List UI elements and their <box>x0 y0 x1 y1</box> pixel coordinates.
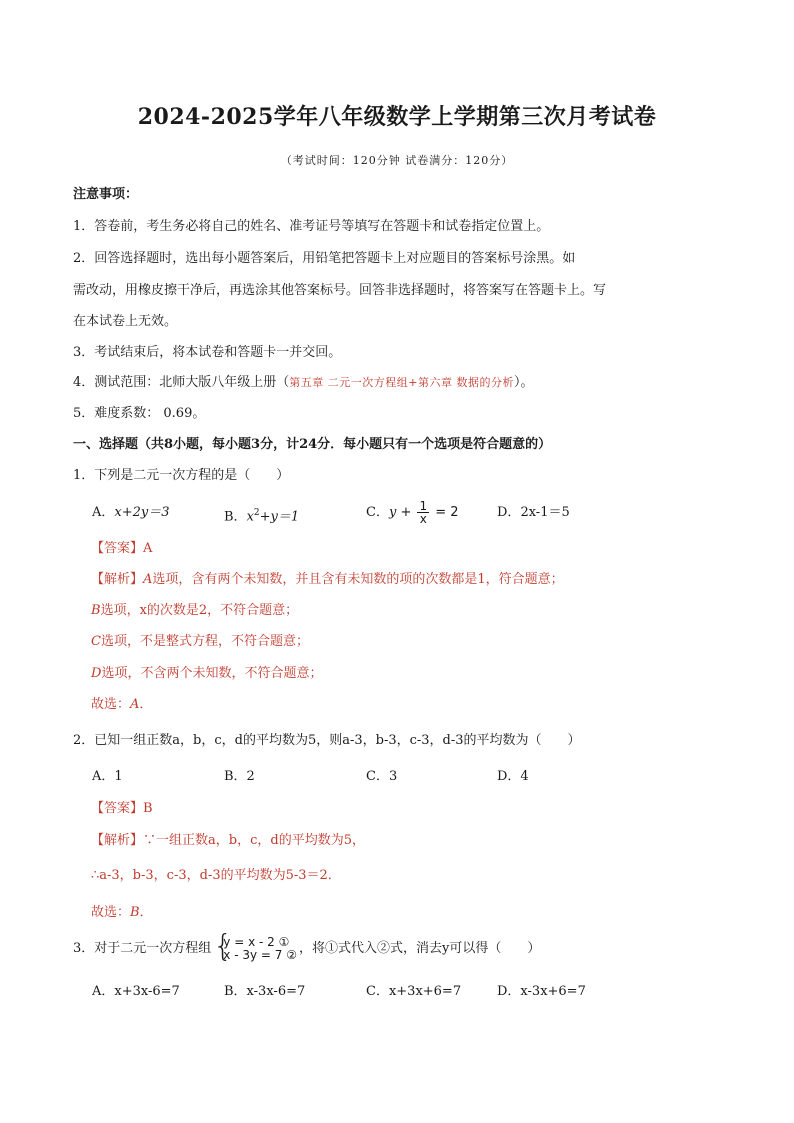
q1-analysis-d-text: 选项，不含两个未知数，不符合题意； <box>101 666 323 681</box>
q1-analysis-b-text: 选项，x的次数是2，不符合题意； <box>100 603 299 618</box>
q1-choose-end: ． <box>139 697 153 712</box>
q2-choose-end: ． <box>139 905 153 920</box>
q2-choose-label: 故选： <box>91 905 131 920</box>
q3-equation-system <box>213 928 297 964</box>
q1-option-a-expr: x+2y＝3 <box>114 505 170 520</box>
q2-choose-value: B <box>130 905 140 920</box>
q1-option-b-exponent: 2 <box>253 508 260 518</box>
q2-analysis-line-2: ∴a-3，b-3，c-3，d-3的平均数为5-3＝2． <box>91 868 341 883</box>
q1-analysis-c <box>91 633 309 651</box>
notice-item-2-line-3: 在本试卷上无效。 <box>73 314 178 329</box>
q1-option-d-expr: 2x-1＝5 <box>520 505 570 520</box>
q1-analysis-d-letter: D <box>91 666 102 681</box>
q1-option-b-label: B． <box>224 509 247 525</box>
q1-answer <box>91 540 152 558</box>
q3-option-d: D．x-3x+6=7 <box>497 984 586 999</box>
q1-option-a <box>92 504 170 522</box>
q3-option-b: B．x-3x-6=7 <box>224 984 306 999</box>
notice-item-4-prefix: 4．测试范围：北师大版八年级上册（ <box>73 375 290 390</box>
q2-stem: 2．已知一组正数a，b，c，d的平均数为5，则a-3，b-3，c-3，d-3的平均数为（ ） <box>73 733 581 748</box>
q1-choose-value: A <box>130 697 140 712</box>
q2-analysis-text-1: ∵一组正数a，b，c，d的平均数为5， <box>143 833 365 848</box>
q2-answer-label: 【答案】 <box>91 801 144 816</box>
q1-option-d-label: D． <box>497 505 521 520</box>
q3-stem-prefix: 3．对于二元一次方程组 <box>73 941 212 956</box>
q2-analysis-line-1 <box>91 832 365 850</box>
notice-item-4 <box>73 374 534 392</box>
section-1-heading: 一、选择题（共8小题，每小题3分，计24分．每小题只有一个选项是符合题意的） <box>73 437 552 452</box>
q3-stem-suffix: ，将①式代入②式，消去y可以得（ ） <box>298 941 541 956</box>
notice-item-1: 1．答卷前，考生务必将自己的姓名、准考证号等填写在答题卡和试卷指定位置上。 <box>73 219 550 234</box>
q1-option-b-rest: +y＝1 <box>259 509 300 525</box>
q3-equation-1: y = x - 2 ① <box>223 934 290 949</box>
q1-option-c-plus: + <box>396 505 416 520</box>
q3-brace-icon: { <box>213 928 233 964</box>
q1-analysis-a <box>91 571 564 589</box>
exam-subtitle: （考试时间：120分钟 试卷满分：120分） <box>280 154 514 167</box>
q3-stem <box>73 928 541 964</box>
q2-option-c: C．3 <box>366 769 398 784</box>
q3-option-a: A．x+3x-6=7 <box>92 984 180 999</box>
q1-analysis-a-letter: A <box>143 572 153 587</box>
notice-item-4-range: 第五章 二元一次方程组+第六章 数据的分析 <box>289 376 514 389</box>
q2-answer <box>91 800 153 818</box>
notice-heading: 注意事项： <box>73 187 139 202</box>
q1-analysis-c-text: 选项，不是整式方程，不符合题意； <box>100 634 309 649</box>
q1-option-d <box>497 504 570 522</box>
q2-choose <box>91 904 153 922</box>
q1-option-c-denominator: x <box>419 512 427 526</box>
q1-analysis-b <box>91 602 298 620</box>
q3-equation-2: x - 3y = 7 ② <box>223 947 297 962</box>
q1-analysis-b-letter: B <box>91 603 101 618</box>
q2-analysis-label: 【解析】 <box>91 833 144 848</box>
q1-analysis-c-letter: C <box>91 634 101 649</box>
q2-answer-value: B <box>143 801 153 816</box>
q1-option-b <box>224 504 299 526</box>
q1-analysis-label: 【解析】 <box>91 572 144 587</box>
q1-option-c-label: C． <box>366 505 389 520</box>
q1-option-b-base: x <box>246 509 254 525</box>
notice-item-5: 5．难度系数： 0.69。 <box>73 406 206 421</box>
q1-option-a-label: A． <box>92 505 115 520</box>
q1-choose-label: 故选： <box>91 697 131 712</box>
q1-option-c <box>366 496 459 530</box>
q1-answer-value: A <box>143 541 153 556</box>
q3-option-c: C．x+3x+6=7 <box>366 984 462 999</box>
q2-option-a: A．1 <box>92 769 123 784</box>
q1-choose <box>91 696 152 714</box>
notice-item-2-line-2: 需改动，用橡皮擦干净后，再选涂其他答案标号。回答非选择题时，将答案写在答题卡上。写 <box>73 283 607 298</box>
q1-analysis-a-text: 选项，含有两个未知数，并且含有未知数的项的次数都是1，符合题意； <box>152 572 564 587</box>
q2-option-b: B．2 <box>224 769 255 784</box>
q1-option-c-y: y <box>388 505 397 520</box>
exam-title: 2024-2025学年八年级数学上学期第三次月考试卷 <box>137 104 657 130</box>
q1-stem: 1．下列是二元一次方程的是（ ） <box>73 468 290 483</box>
q2-option-d: D．4 <box>497 769 529 784</box>
notice-item-4-suffix: ）。 <box>514 375 534 390</box>
q1-analysis-d <box>91 665 322 683</box>
q1-option-c-numerator: 1 <box>419 499 428 513</box>
q1-option-c-fraction <box>417 500 429 525</box>
notice-item-3: 3．考试结束后，将本试卷和答题卡一并交回。 <box>73 345 342 360</box>
q1-answer-label: 【答案】 <box>91 541 144 556</box>
q1-option-c-equals: = 2 <box>431 505 459 520</box>
notice-item-2-line-1: 2．回答选择题时，选出每小题答案后，用铅笔把答题卡上对应题目的答案标号涂黑。如 <box>73 251 576 266</box>
